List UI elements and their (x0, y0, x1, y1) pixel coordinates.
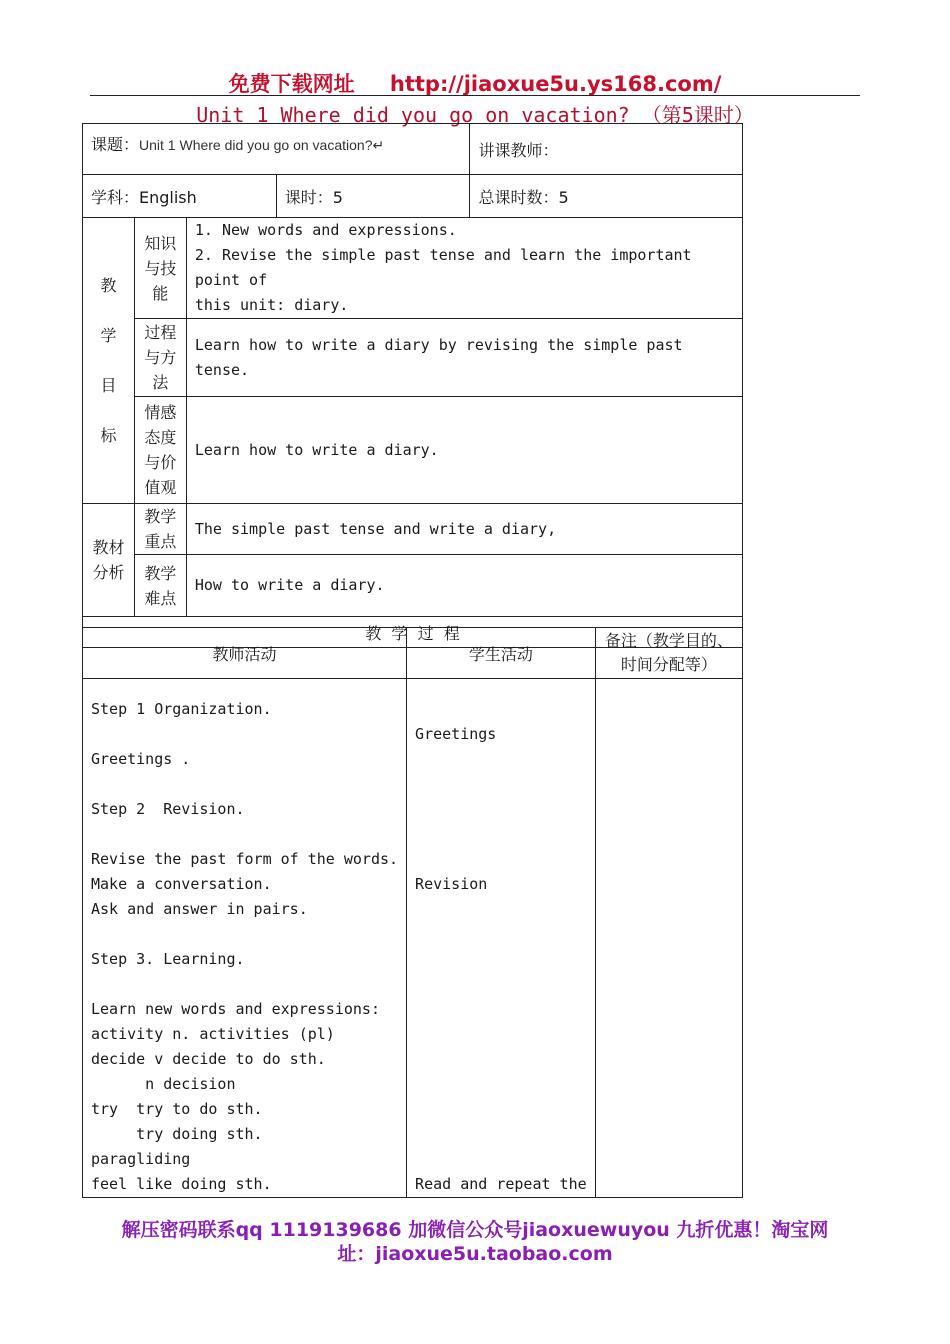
teacher-activity-line: feel like doing sth. (91, 1175, 272, 1193)
period-text: 课时：5 (284, 187, 343, 207)
label-line: 重点 (144, 532, 177, 551)
student-activity-line (415, 1097, 587, 1122)
col-notes (595, 628, 742, 679)
objective-line: 2. Revise the simple past tense and learn the important point of (194, 246, 692, 289)
objective-line: Learn how to write a diary by revising the simple past tense. (194, 335, 683, 379)
notes-header-line: 备注（教学目的、 (604, 631, 733, 650)
teacher-activity-line: decide v decide to do sth. (91, 1050, 326, 1068)
teacher-label: 讲课教师： (470, 124, 743, 175)
student-activity-line: Revision (415, 875, 488, 893)
objectives-char: 标 (100, 425, 117, 445)
topic-cell (83, 124, 470, 175)
objective-line: this unit: diary. (194, 296, 349, 314)
label-line: 教学 (144, 563, 177, 583)
teacher-activity-line (91, 822, 398, 847)
topic-label: 课题： (91, 135, 140, 154)
teacher-activity-line: Make a conversation. (91, 875, 272, 893)
label-line: 教学 (144, 507, 177, 526)
teacher-activity-line: Learn new words and expressions: (91, 1000, 380, 1018)
lesson-info-table (82, 123, 743, 648)
label-line: 知识 (144, 233, 177, 253)
teacher-activity-line: try doing sth. (91, 1125, 263, 1143)
student-activity-line (415, 947, 587, 972)
label-line: 法 (152, 373, 169, 392)
total-text: 总课时数：5 (478, 187, 569, 207)
footer-line-2: 址：jiaoxue5u.taobao.com (337, 1243, 613, 1265)
teacher-activity-line: Step 2 Revision. (91, 800, 245, 818)
student-activity-line: Greetings (415, 725, 497, 743)
student-activity-line (415, 922, 587, 947)
objective-line: Learn how to write a diary. (194, 440, 439, 459)
student-activity-line (415, 1072, 587, 1097)
label-line: 与方 (144, 348, 177, 367)
teacher-activity-line: Step 3. Learning. (91, 950, 245, 968)
objectives-char: 目 (100, 375, 117, 395)
label-line: 值观 (144, 478, 177, 497)
analysis-text-key: The simple past tense and write a diary, (186, 504, 742, 555)
teacher-activity-line (91, 772, 398, 797)
student-activity-line (415, 997, 587, 1022)
process-table (82, 627, 743, 1198)
label-line: 能 (152, 283, 169, 303)
label-line: 分析 (92, 563, 125, 582)
footer-line-1: 解压密码联系qq 1119139686 加微信公众号jiaoxuewuyou 九折优惠！淘宝网 (121, 1219, 829, 1241)
student-activity-line (415, 1022, 587, 1047)
label-line: 过程 (144, 323, 177, 342)
objective-text-emotion (186, 397, 742, 504)
teacher-activity-line: Ask and answer in pairs. (91, 900, 308, 918)
student-activity-line (415, 772, 587, 797)
student-activity-line (415, 972, 587, 997)
process-heading: 教 学 过 程 (83, 617, 743, 648)
teacher-activity-line: n decision (91, 1075, 236, 1093)
free-download-label: 免费下载网址 (228, 72, 355, 96)
teacher-activity-line: Greetings . (91, 750, 191, 768)
objective-label-knowledge (134, 218, 186, 319)
teacher-activity-cell (83, 679, 407, 1198)
label-line: 与技 (144, 258, 177, 278)
student-activity-line (415, 747, 587, 772)
objective-text-knowledge (186, 218, 742, 319)
teacher-activity-line: Step 1 Organization. (91, 700, 272, 718)
student-activity-line (415, 1047, 587, 1072)
col-teacher-activity: 教师活动 (83, 628, 407, 679)
objectives-group (83, 218, 135, 504)
objectives-char: 学 (100, 325, 117, 345)
footer-contact (0, 1218, 950, 1266)
student-activity-cell (407, 679, 596, 1198)
period-cell (276, 175, 470, 218)
analysis-label-key (134, 504, 186, 555)
notes-cell (595, 679, 742, 1198)
page-title: Unit 1 Where did you go on vacation? （第5课时） (196, 103, 754, 127)
col-student-activity: 学生活动 (407, 628, 596, 679)
label-line: 态度 (144, 428, 177, 447)
label-line: 与价 (144, 453, 177, 472)
teacher-activity-line: paragliding (91, 1150, 191, 1168)
student-activity-line: Read and repeat the (415, 1175, 587, 1193)
teacher-activity-line (91, 922, 398, 947)
student-activity-line (415, 847, 587, 872)
teacher-activity-line (91, 972, 398, 997)
objective-line: 1. New words and expressions. (194, 221, 457, 239)
topic-value: Unit 1 Where did you go on vacation?↵ (139, 137, 385, 153)
student-activity-line (415, 1147, 587, 1172)
subject-cell (83, 175, 277, 218)
download-header (0, 68, 950, 98)
objective-label-emotion (134, 397, 186, 504)
header-rule (90, 95, 860, 96)
student-activity-line (415, 897, 587, 922)
objective-text-process (186, 319, 742, 397)
total-cell (470, 175, 743, 218)
notes-header-line: 时间分配等） (620, 655, 717, 674)
student-activity-line (415, 1122, 587, 1147)
teacher-activity-line: try try to do sth. (91, 1100, 263, 1118)
teacher-activity-line: Revise the past form of the words. (91, 850, 399, 868)
subject-text: 学科：English (91, 187, 197, 207)
label-line: 教材 (92, 538, 125, 557)
student-activity-line (415, 822, 587, 847)
objective-label-process (134, 319, 186, 397)
label-line: 难点 (144, 588, 177, 608)
teacher-activity-line (91, 722, 398, 747)
objectives-char: 教 (100, 275, 117, 295)
student-activity-line (415, 797, 587, 822)
analysis-label-difficult (134, 555, 186, 617)
teacher-activity-line: activity n. activities (pl) (91, 1025, 335, 1043)
analysis-text-difficult: How to write a diary. (186, 555, 742, 617)
label-line: 情感 (144, 403, 177, 422)
download-url-link[interactable]: http://jiaoxue5u.ys168.com/ (389, 72, 722, 96)
analysis-group (83, 504, 135, 617)
